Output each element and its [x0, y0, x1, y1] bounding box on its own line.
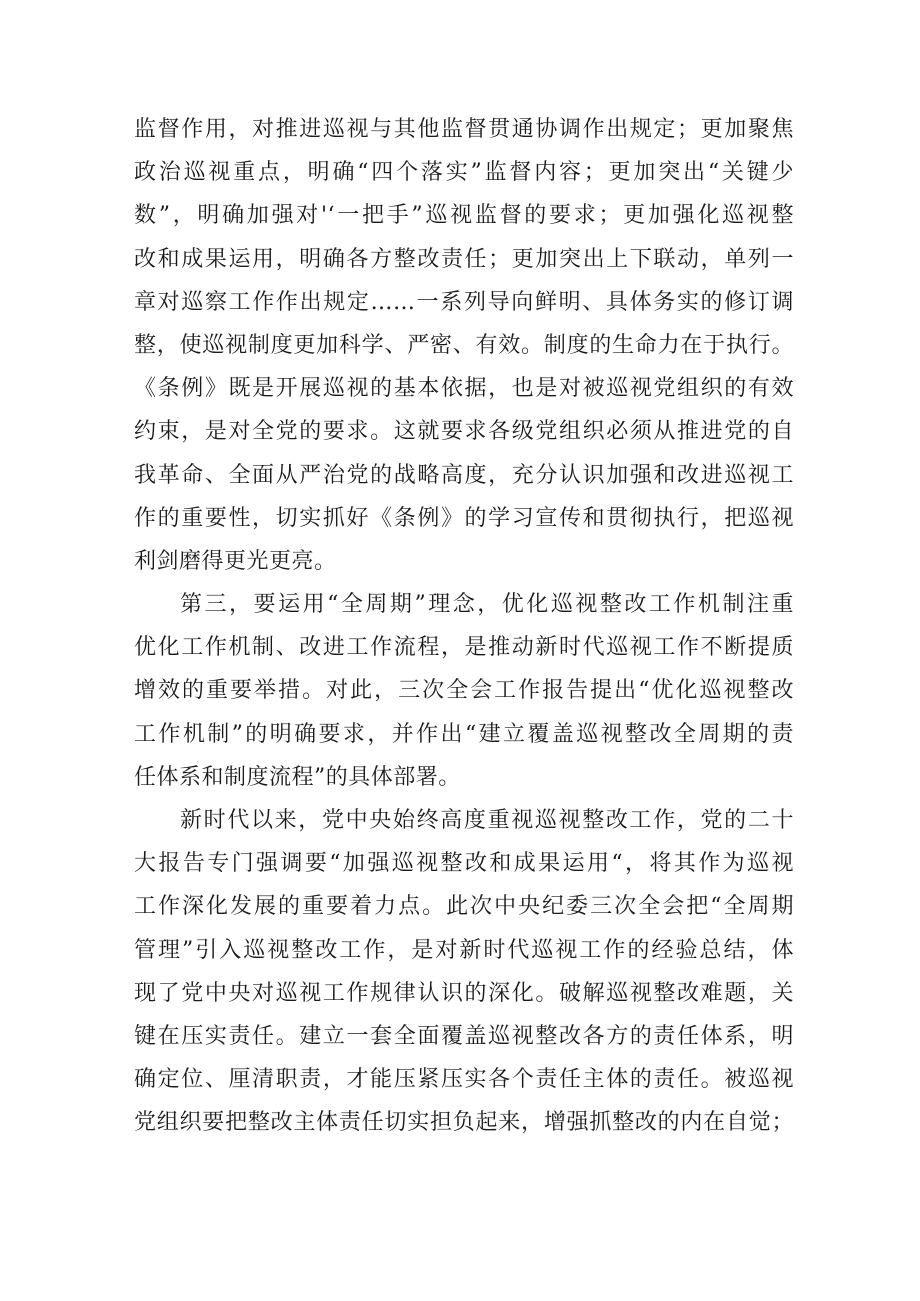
text-line: 任体系和制度流程”的具体部署。	[134, 764, 461, 790]
text-line: 利剑磨得更光更亮。	[134, 548, 337, 574]
text-line: 作的重要性，切实抓好《条例》的学习宣传和贯彻执行，把巡视	[134, 505, 794, 531]
text-line: 新时代以来，党中央始终高度重视巡视整改工作，党的二十	[180, 808, 794, 833]
text-line: 我革命、全面从严治党的战略高度，充分认识加强和改进巡视工	[134, 462, 794, 488]
text-line: 确定位、厘清职责，才能压紧压实各个责任主体的责任。被巡视	[134, 1067, 794, 1093]
text-line: 约束，是对全党的要求。这就要求各级党组织必须从推进党的自	[134, 419, 794, 445]
text-line: 《条例》既是开展巡视的基本依据，也是对被巡视党组织的有效	[134, 376, 794, 402]
text-line: 工作机制”的明确要求，并作出“建立覆盖巡视整改全周期的责	[134, 721, 794, 747]
text-line: 整，使巡视制度更加科学、严密、有效。制度的生命力在于执行。	[134, 332, 794, 358]
text-line: 管理”引入巡视整改工作，是对新时代巡视工作的经验总结，体	[134, 937, 794, 963]
text-line: 党组织要把整改主体责任切实担负起来，增强抓整改的内在自觉；	[134, 1110, 794, 1136]
text-line: 数”，明确加强对'‘一把手”巡视监督的要求；更加强化巡视整	[134, 203, 794, 229]
text-line: 大报告专门强调要“加强巡视整改和成果运用“，将其作为巡视	[134, 851, 794, 877]
text-line: 政治巡视重点，明确“四个落实”监督内容；更加突出“关键少	[134, 160, 794, 186]
text-line: 改和成果运用，明确各方整改责任；更加突出上下联动，单列一	[134, 246, 794, 272]
text-line: 增效的重要举措。对此，三次全会工作报告提出“优化巡视整改	[134, 678, 794, 704]
text-line: 工作深化发展的重要着力点。此次中央纪委三次全会把“全周期	[134, 894, 794, 920]
text-line: 优化工作机制、改进工作流程，是推动新时代巡视工作不断提质	[134, 635, 794, 661]
text-line: 第三，要运用“全周期”理念，优化巡视整改工作机制注重	[180, 592, 794, 618]
text-line: 监督作用，对推进巡视与其他监督贯通协调作出规定；更加聚焦	[134, 117, 794, 142]
body-text	[134, 108, 794, 1145]
text-line: 键在压实责任。建立一套全面覆盖巡视整改各方的责任体系，明	[134, 1023, 794, 1049]
text-line: 现了党中央对巡视工作规律认识的深化。破解巡视整改难题，关	[134, 980, 794, 1006]
text-line: 章对巡察工作作出规定……一系列导向鲜明、具体务实的修订调	[134, 289, 794, 315]
